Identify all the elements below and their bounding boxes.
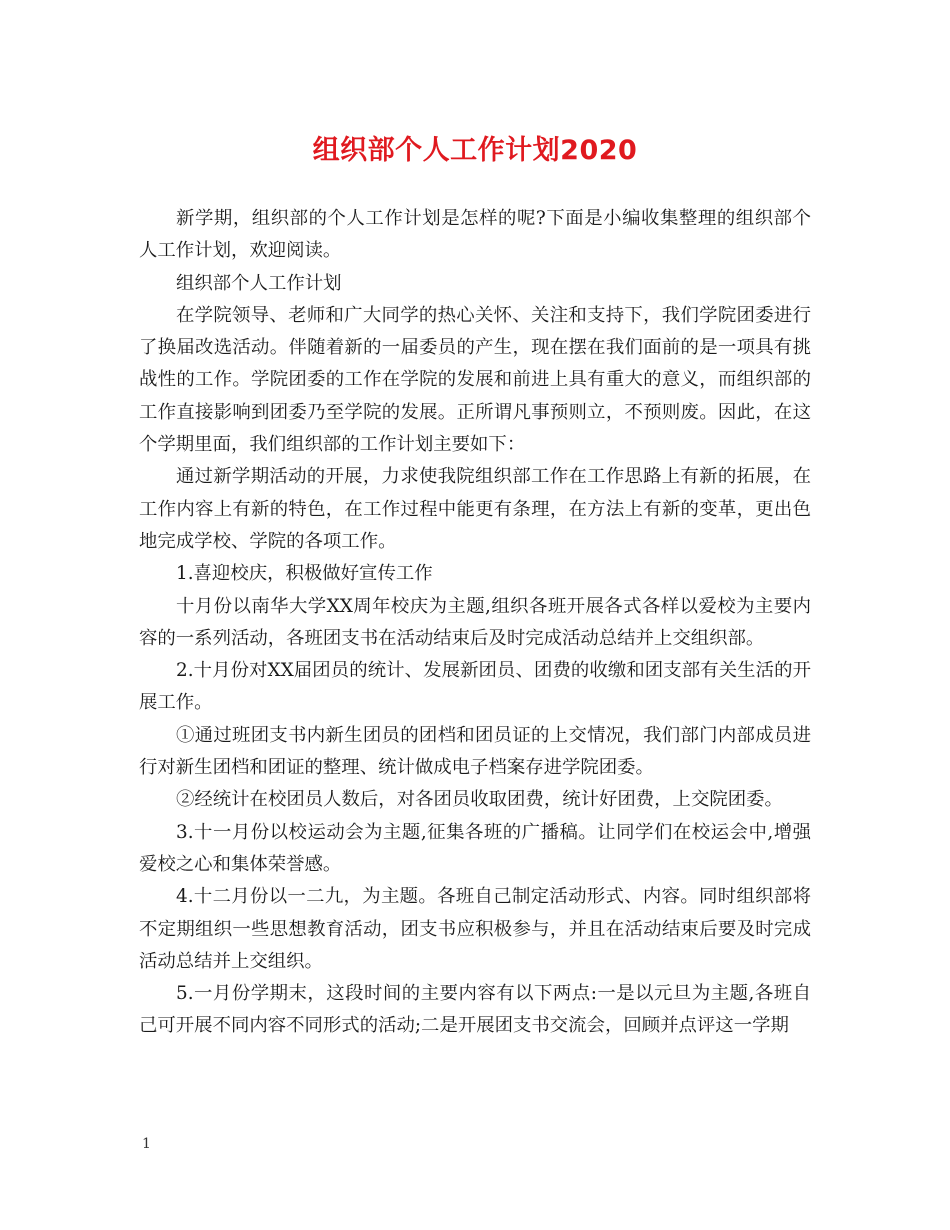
paragraph-item-3: 3.十一月份以校运动会为主题,征集各班的广播稿。让同学们在校运会中,增强爱校之心和集体荣誉感。 [139, 821, 811, 875]
paragraph-subtitle: 组织部个人工作计划 [176, 272, 342, 294]
document-title: 组织部个人工作计划2020 [312, 135, 638, 166]
paragraph-goals: 通过新学期活动的开展，力求使我院组织部工作在工作思路上有新的拓展，在工作内容上有新的特色，在工作过程中能更有条理，在方法上有新的变革，更出色地完成学校、学院的各项工作。 [139, 466, 811, 552]
paragraph-item-2-sub-2: ②经统计在校团员人数后，对各团员收取团费，统计好团费，上交院团委。 [176, 789, 783, 811]
paragraph-item-2-heading: 2.十月份对XX届团员的统计、发展新团员、团费的收缴和团支部有关生活的开展工作。 [139, 660, 811, 714]
paragraph-background: 在学院领导、老师和广大同学的热心关怀、关注和支持下，我们学院团委进行了换届改选活动。伴随着新的一届委员的产生，现在摆在我们面前的是一项具有挑战性的工作。学院团委的工作在学院的发展和前进上具有重大的意义，而组织部的工作直接影响到团委乃至学院的发展。正所谓凡事预则立，不预则废。因此，在这个学期里面，我们组织部的工作计划主要如下： [139, 304, 811, 456]
paragraph-intro: 新学期，组织部的个人工作计划是怎样的呢?下面是小编收集整理的组织部个人工作计划，欢迎阅读。 [139, 208, 811, 262]
document-body [139, 203, 811, 1043]
paragraph-item-4: 4.十二月份以一二九，为主题。各班自己制定活动形式、内容。同时组织部将不定期组织一些思想教育活动，团支书应积极参与，并且在活动结束后要及时完成活动总结并上交组织。 [139, 886, 811, 972]
paragraph-item-1-detail: 十月份以南华大学XX周年校庆为主题,组织各班开展各式各样以爱校为主要内容的一系列活动，各班团支书在活动结束后及时完成活动总结并上交组织部。 [139, 595, 811, 649]
paragraph-item-5: 5.一月份学期末，这段时间的主要内容有以下两点:一是以元旦为主题,各班自己可开展不同内容不同形式的活动;二是开展团支书交流会，回顾并点评这一学期 [139, 983, 811, 1037]
paragraph-item-2-sub-1: ①通过班团支书内新生团员的团档和团员证的上交情况，我们部门内部成员进行对新生团档和团证的整理、统计做成电子档案存进学院团委。 [139, 724, 811, 779]
page-number: 1 [142, 1136, 151, 1152]
paragraph-item-1-heading: 1.喜迎校庆，积极做好宣传工作 [176, 563, 433, 585]
